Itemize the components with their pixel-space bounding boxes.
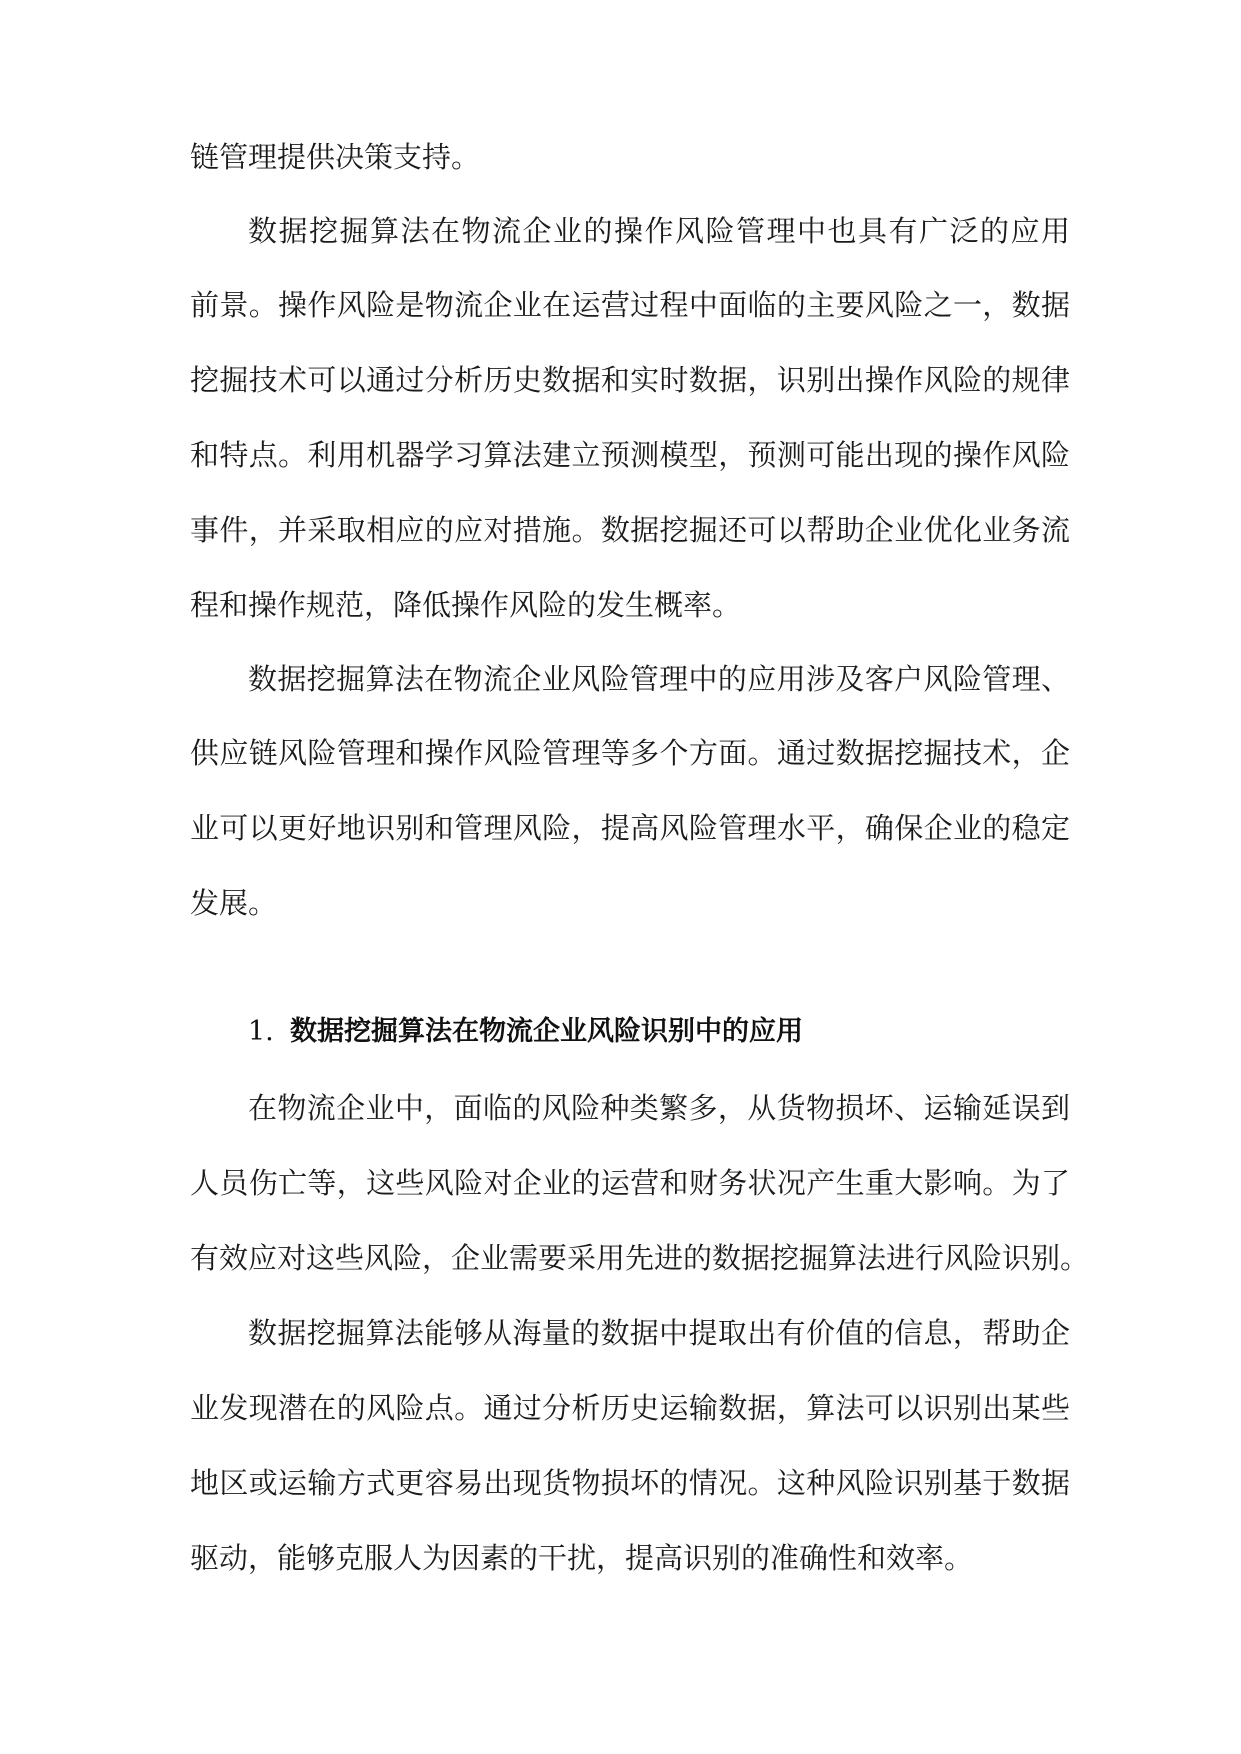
paragraph-line: 业发现潜在的风险点。通过分析历史运输数据，算法可以识别出某些 — [190, 1391, 1070, 1425]
paragraph-line: 发展。 — [190, 886, 278, 920]
section-title: 数据挖掘算法在物流企业风险识别中的应用 — [290, 1016, 803, 1047]
paragraph-line: 业可以更好地识别和管理风险，提高风险管理水平，确保企业的稳定 — [190, 811, 1070, 845]
paragraph-line: 人员伤亡等，这些风险对企业的运营和财务状况产生重大影响。为了 — [190, 1166, 1070, 1200]
paragraph-line: 供应链风险管理和操作风险管理等多个方面。通过数据挖掘技术，企 — [190, 736, 1070, 770]
paragraph-line: 地区或运输方式更容易出现货物损坏的情况。这种风险识别基于数据 — [190, 1466, 1070, 1500]
paragraph-line: 数据挖掘算法在物流企业的操作风险管理中也具有广泛的应用 — [248, 214, 1070, 248]
paragraph-line: 挖掘技术可以通过分析历史数据和实时数据，识别出操作风险的规律 — [190, 363, 1070, 397]
paragraph-line: 有效应对这些风险，企业需要采用先进的数据挖掘算法进行风险识别。 — [190, 1241, 1090, 1275]
paragraph-line: 数据挖掘算法能够从海量的数据中提取出有价值的信息，帮助企 — [248, 1316, 1070, 1350]
paragraph-line: 链管理提供决策支持。 — [190, 140, 481, 174]
paragraph-line: 数据挖掘算法在物流企业风险管理中的应用涉及客户风险管理、 — [248, 662, 1070, 696]
section-number: 1. — [248, 1016, 274, 1047]
paragraph-line: 事件，并采取相应的应对措施。数据挖掘还可以帮助企业优化业务流 — [190, 513, 1070, 547]
paragraph-line: 程和操作规范，降低操作风险的发生概率。 — [190, 588, 742, 622]
paragraph-line: 前景。操作风险是物流企业在运营过程中面临的主要风险之一，数据 — [190, 288, 1070, 322]
paragraph-line: 在物流企业中，面临的风险种类繁多，从货物损坏、运输延误到 — [248, 1091, 1070, 1125]
paragraph-line: 驱动，能够克服人为因素的干扰，提高识别的准确性和效率。 — [190, 1541, 974, 1575]
paragraph-line: 和特点。利用机器学习算法建立预测模型，预测可能出现的操作风险 — [190, 438, 1070, 472]
section-heading — [248, 1012, 803, 1052]
